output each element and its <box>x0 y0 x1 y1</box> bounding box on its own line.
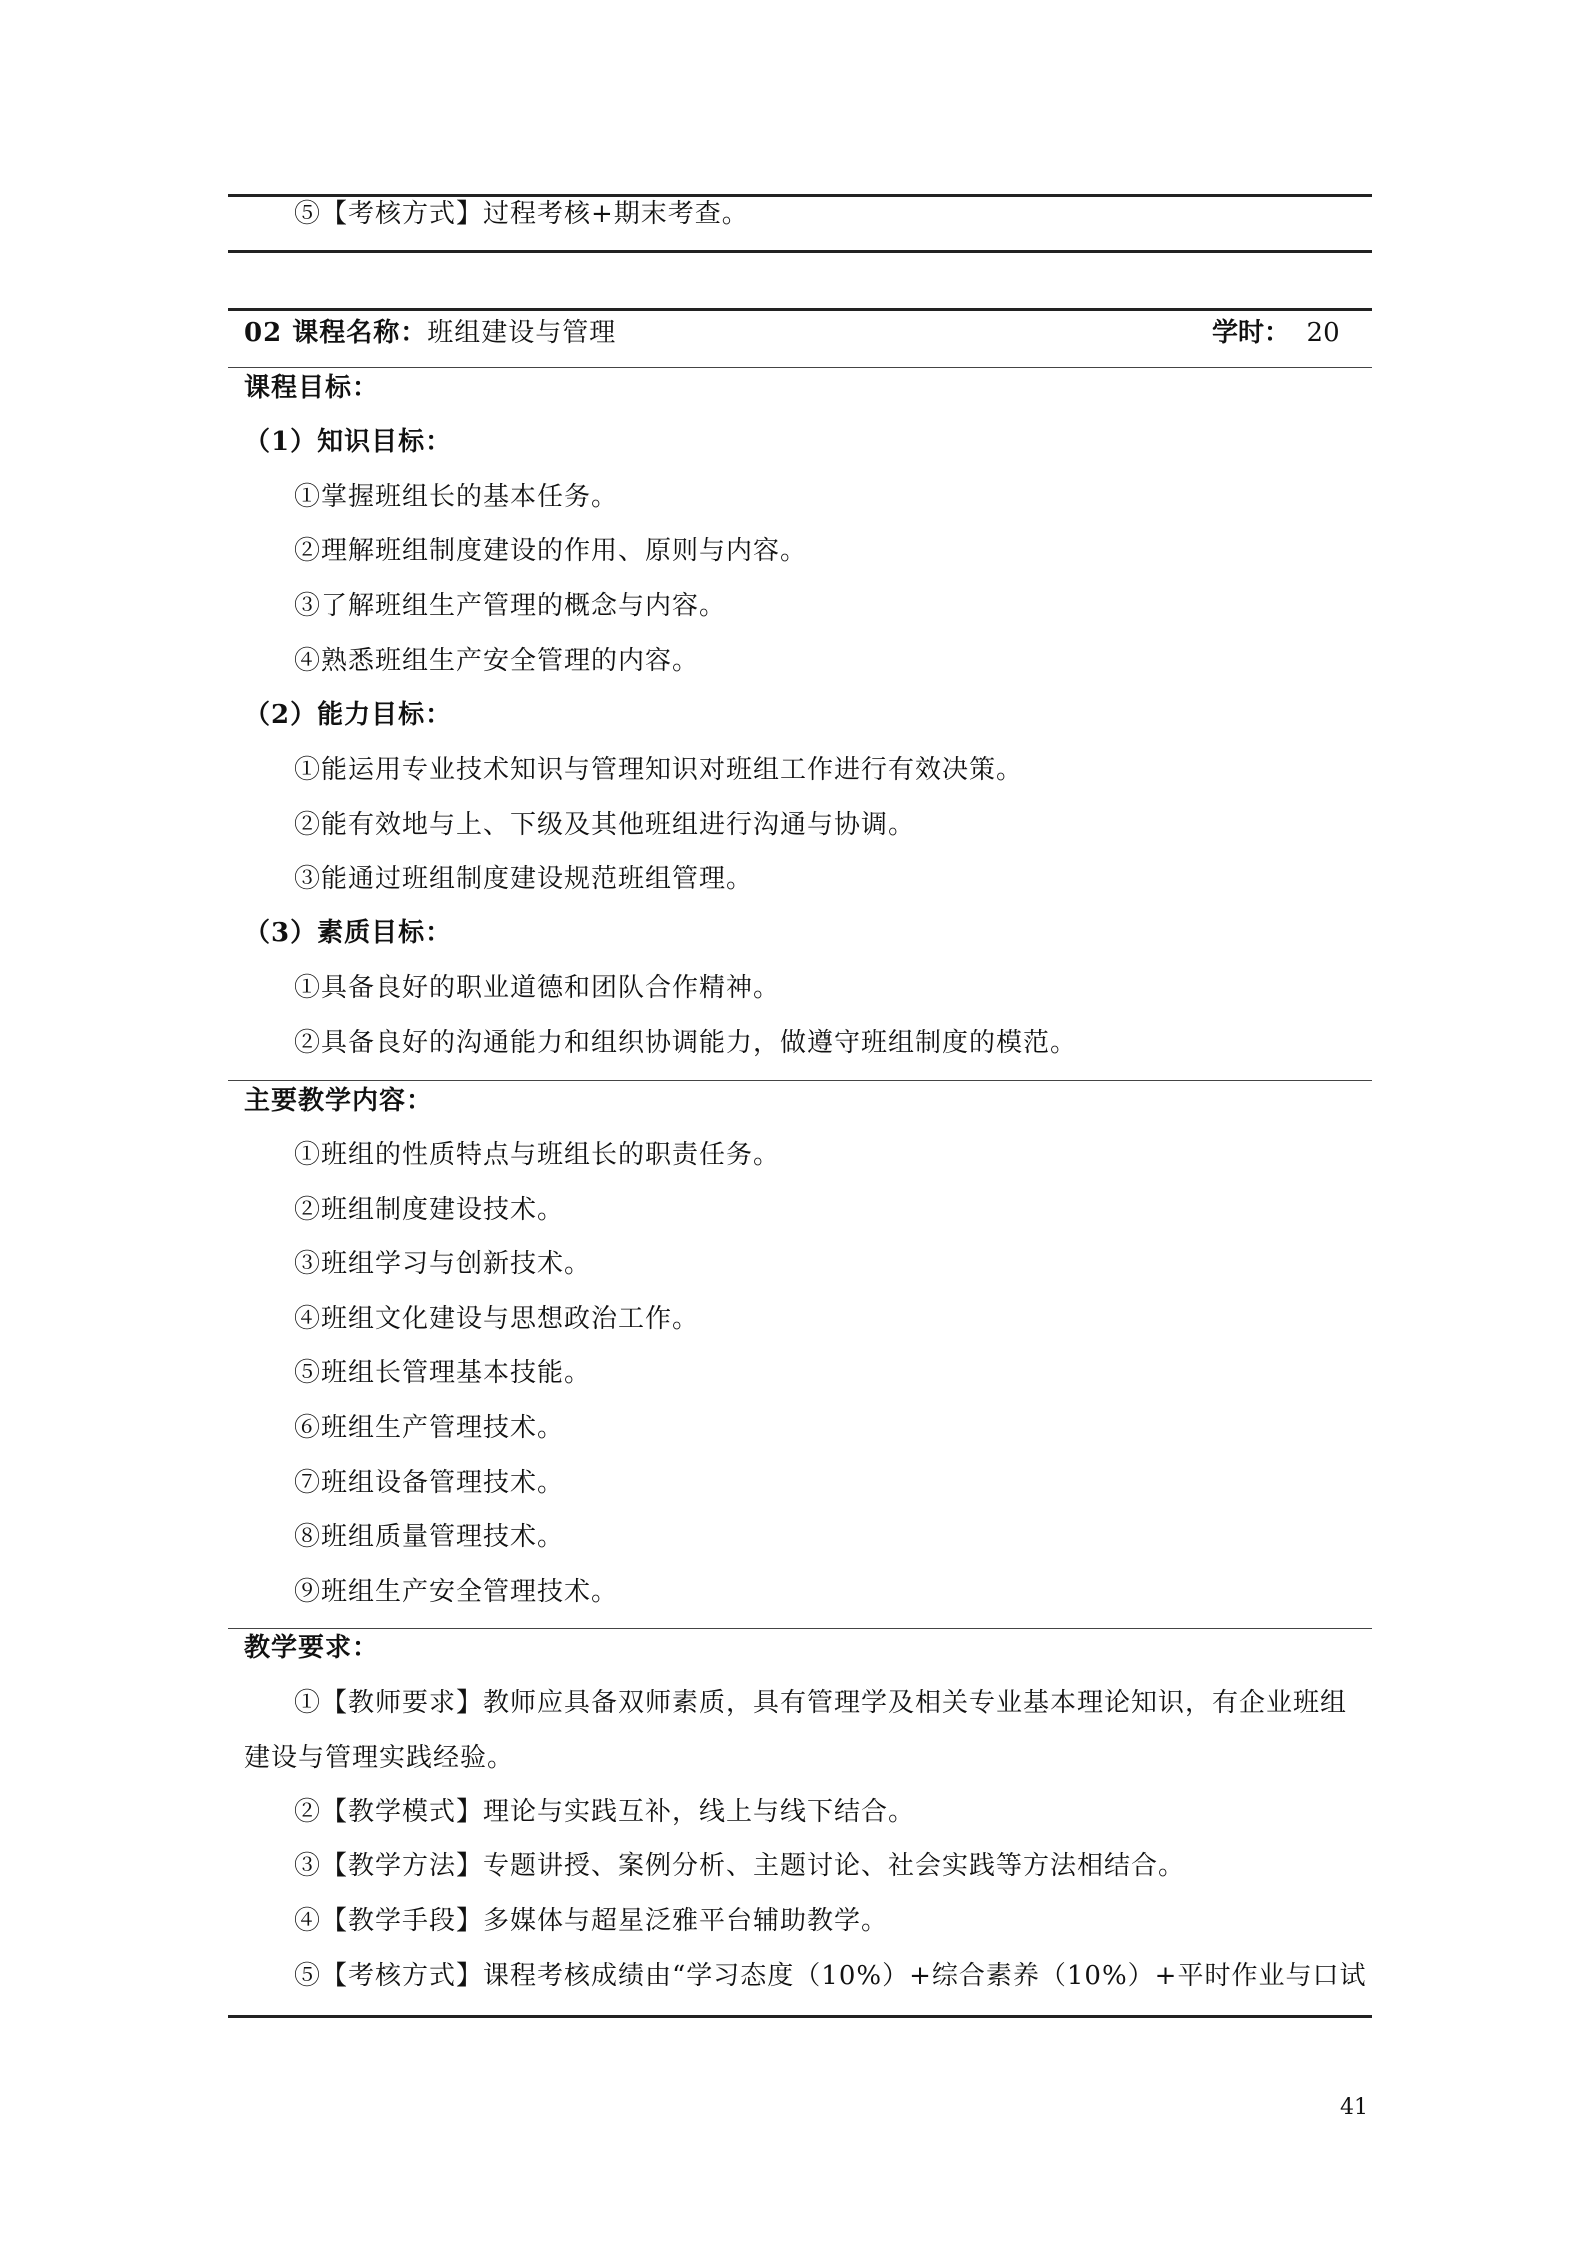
hours-label: 学时： <box>1212 318 1291 348</box>
requirement-item: ④【教学手段】多媒体与超星泛雅平台辅助教学。 <box>294 1906 889 1936</box>
knowledge-item: ③了解班组生产管理的概念与内容。 <box>294 591 727 621</box>
course-code-label: 02 课程名称： <box>244 318 428 348</box>
content-item: ③班组学习与创新技术。 <box>294 1249 592 1279</box>
prev-assessment-line: ⑤【考核方式】过程考核+期末考查。 <box>294 199 749 229</box>
requirement-item: ②【教学模式】理论与实践互补，线上与线下结合。 <box>294 1797 916 1827</box>
ability-item: ①能运用专业技术知识与管理知识对班组工作进行有效决策。 <box>294 755 1024 785</box>
quality-heading: （3）素质目标： <box>244 918 453 948</box>
table-bottom-rule <box>228 2015 1372 2018</box>
knowledge-item: ②理解班组制度建设的作用、原则与内容。 <box>294 536 808 566</box>
course-top-rule <box>228 308 1372 311</box>
content-item: ④班组文化建设与思想政治工作。 <box>294 1304 700 1334</box>
content-item: ⑨班组生产安全管理技术。 <box>294 1577 619 1607</box>
course-title-row <box>244 315 616 351</box>
content-item: ⑥班组生产管理技术。 <box>294 1413 565 1443</box>
content-item: ⑤班组长管理基本技能。 <box>294 1358 592 1388</box>
page-number: 41 <box>1340 2095 1368 2120</box>
course-name: 班组建设与管理 <box>427 318 617 348</box>
content-item: ②班组制度建设技术。 <box>294 1195 565 1225</box>
knowledge-item: ①掌握班组长的基本任务。 <box>294 482 619 512</box>
quality-item: ②具备良好的沟通能力和组织协调能力，做遵守班组制度的模范。 <box>294 1028 1078 1058</box>
row-divider <box>228 1628 1372 1629</box>
knowledge-heading: （1）知识目标： <box>244 427 453 457</box>
requirements-heading: 教学要求： <box>244 1633 380 1663</box>
requirement-item: ③【教学方法】专题讲授、案例分析、主题讨论、社会实践等方法相结合。 <box>294 1851 1186 1881</box>
content-heading: 主要教学内容： <box>244 1086 434 1116</box>
hours-value: 20 <box>1306 318 1340 348</box>
teacher-requirement: ①【教师要求】教师应具备双师素质，具有管理学及相关专业基本理论知识，有企业班组建设与管理实践经验。 <box>244 1688 1348 1773</box>
content-item: ⑦班组设备管理技术。 <box>294 1468 565 1498</box>
objectives-heading: 课程目标： <box>244 373 380 403</box>
content-item: ⑧班组质量管理技术。 <box>294 1522 565 1552</box>
row-divider <box>228 1080 1372 1081</box>
requirement-item: ⑤【考核方式】课程考核成绩由“学习态度（10%）+综合素养（10%）+平时作业与口试 <box>294 1961 1367 1991</box>
content-item: ①班组的性质特点与班组长的职责任务。 <box>294 1140 781 1170</box>
row-divider <box>228 367 1372 368</box>
quality-item: ①具备良好的职业道德和团队合作精神。 <box>294 973 781 1003</box>
knowledge-item: ④熟悉班组生产安全管理的内容。 <box>294 646 700 676</box>
ability-item: ③能通过班组制度建设规范班组管理。 <box>294 864 754 894</box>
table-bottom-rule <box>228 250 1372 253</box>
course-hours <box>1212 315 1340 351</box>
ability-heading: （2）能力目标： <box>244 700 453 730</box>
ability-item: ②能有效地与上、下级及其他班组进行沟通与协调。 <box>294 810 916 840</box>
